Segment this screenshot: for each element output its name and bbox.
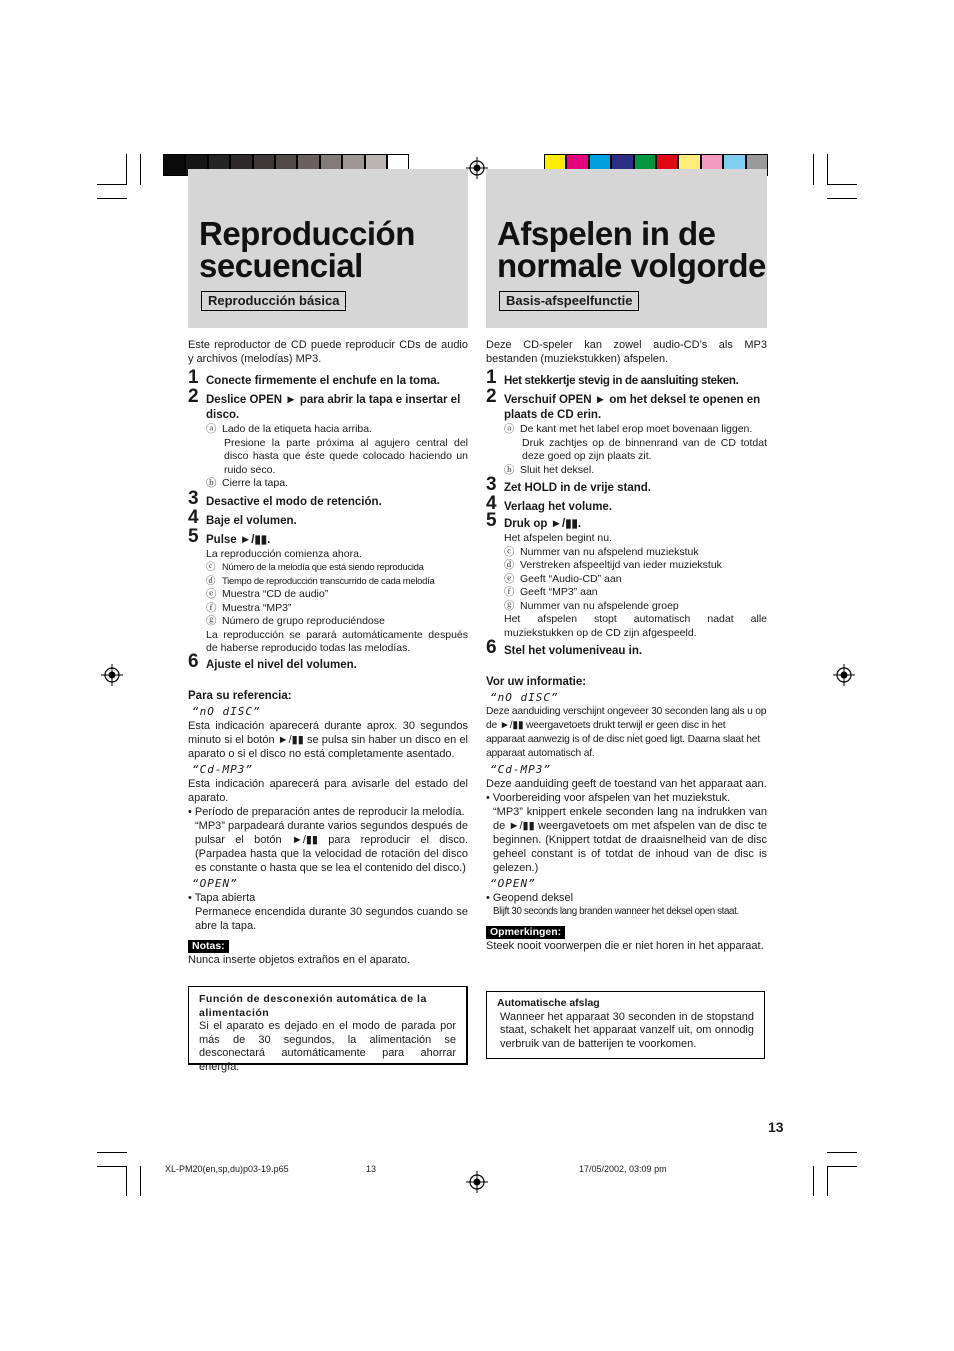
footer-page: 13 (366, 1164, 377, 1174)
marker: ⓕ (504, 586, 515, 598)
body-text: Esta indicación aparecerá durante aprox. 30 segundos minuto si el botón ►/▮▮ se pulsa sin haber un disco en el aparato o si el disco no está completamente asentado. (188, 719, 468, 760)
step-6: 6 Ajuste el nivel del volumen. (188, 650, 357, 672)
sub-item (188, 477, 468, 491)
body-text: Deze aanduiding verschijnt ongeveer 30 seconden lang als u op de ►/▮▮ weergavetoets drukt terwijl er geen disc in het apparaat aanwezig is of de disc niet goed ligt. Daarna slaat het apparaat automatisch af. (486, 706, 767, 759)
crop-mark (97, 1166, 127, 1167)
step-text: Het stekkertje stevig in de aansluiting steken. (504, 375, 739, 387)
step-4: 4 Baje el volumen. (188, 506, 297, 528)
sub-text: Lado de la etiqueta hacia arriba. (222, 423, 373, 435)
sub-item (188, 561, 468, 575)
sub-item (188, 602, 468, 616)
sub-item (188, 588, 468, 602)
sub-item (188, 615, 468, 629)
sub-text: Muestra “CD de audio” (222, 588, 329, 600)
right-page-title (497, 215, 766, 284)
notes-text: Nunca inserte objetos extraños en el aparato. (188, 953, 410, 966)
registration-mark-icon (466, 157, 488, 179)
step-4: 4 Verlaag het volume. (486, 493, 613, 514)
reference-heading: Vor uw informatie: (486, 676, 587, 688)
crop-mark (827, 1166, 857, 1167)
color-swatch (163, 154, 185, 176)
footer-date: 17/05/2002, 03:09 pm (579, 1164, 667, 1174)
step-2: 2 Deslice OPEN ► para abrir la tapa e insertar el disco. (188, 386, 461, 421)
step-text: Deslice OPEN ► para abrir la tapa e insertar el disco. (206, 394, 461, 421)
marker: ⓒ (206, 562, 216, 573)
bullet-text: • Tapa abierta (188, 891, 256, 904)
sub-item: Presione la parte próxima al agujero central del disco hasta que éste quede colocado haciendo un ruido seco. (224, 436, 468, 476)
sub-text: Nummer van nu afspelend muziekstuk (520, 545, 699, 558)
sub-text: Número de grupo reproduciéndose (222, 615, 385, 627)
step-text: Stel het volumeniveau in. (504, 645, 643, 657)
crop-mark (827, 1152, 857, 1153)
step-5: 5 Druk op ►/▮▮. (486, 510, 582, 531)
crop-mark (97, 198, 127, 199)
sub-text: Tiempo de reproducción transcurrido de cada melodía (222, 575, 435, 587)
crop-mark (126, 154, 127, 185)
notes-label: Notas: (188, 940, 229, 953)
crop-mark (140, 154, 141, 185)
notes-text: Steek nooit voorwerpen die er niet horen in het apparaat. (486, 940, 764, 952)
crop-mark (827, 1166, 828, 1196)
marker: ⓓ (504, 559, 515, 571)
marker: ⓖ (206, 615, 217, 627)
bullet-text: • Geopend deksel (486, 892, 574, 904)
crop-mark (97, 184, 127, 185)
crop-mark (126, 1166, 127, 1196)
step-text: Baje el volumen. (206, 514, 297, 527)
info-box (188, 986, 468, 1073)
sub-text: Geeft “Audio-CD” aan (520, 572, 622, 585)
sub-item (486, 586, 767, 600)
lcd-display-text: “Cd-MP3” (192, 762, 253, 776)
body-text: Esta indicación aparecerá para avisarle del estado del aparato. (188, 777, 468, 804)
crop-mark (813, 1166, 814, 1196)
notes-block (486, 925, 767, 953)
body-text: “MP3” knippert enkele seconden lang na indrukken van de ►/▮▮ weergavetoets om met afspelen van de disc te beginnen. (Knippert totdat de draaisnelheid van de disc geheel constant is of totdat de inhoud van de disc is gelezen.) (493, 806, 767, 874)
sub-item (486, 573, 767, 587)
crop-mark (97, 1152, 127, 1153)
info-box-heading: Automatische afslag (497, 997, 600, 1009)
step-text: Ajuste el nivel del volumen. (206, 658, 357, 671)
sub-item: La reproducción comienza ahora. (206, 547, 362, 560)
marker: ⓒ (504, 545, 515, 558)
step-text: Conecte firmemente el enchufe en la toma. (206, 375, 440, 387)
reference-heading: Para su referencia: (188, 689, 292, 702)
title-line: Reproducción (199, 215, 415, 252)
marker: ⓑ (504, 463, 515, 476)
sub-text: Sluit het deksel. (520, 463, 595, 476)
body-text: Deze aanduiding geeft de toestand van het apparaat aan. (486, 778, 767, 790)
bullet-text: • Voorbereiding voor afspelen van het muziekstuk. (486, 792, 731, 804)
sub-item: Het afspelen stopt automatisch nadat alle muziekstukken op de CD zijn afgespeeld. (504, 613, 767, 639)
crop-mark (140, 1166, 141, 1196)
body-text: Permanece encendida durante 30 segundos cuando se abre la tapa. (195, 905, 468, 932)
sub-text: Muestra “MP3” (222, 601, 292, 614)
sub-item (486, 423, 767, 437)
lcd-display-text: “OPEN” (192, 876, 238, 890)
left-subheading: Reproducción básica (201, 291, 346, 311)
crop-mark (827, 198, 857, 199)
page-number: 13 (768, 1119, 784, 1135)
body-text: “MP3” parpadeará durante varios segundos después de pulsar el botón ►/▮▮ para reproducir el disco. (Parpadea hasta que la velocidad de rotación del disco es constante o hasta que se lea el contenido del disco.) (195, 819, 468, 874)
lcd-display-text: “OPEN” (490, 877, 536, 890)
step-text: Verschuif OPEN ► om het deksel te openen en plaats de CD erin. (504, 394, 761, 421)
intro-text: Deze CD-speler kan zowel audio-CD’s als MP3 bestanden (muziekstukken) afspelen. (486, 339, 767, 365)
lcd-display-text: “nO dISC” (192, 704, 261, 718)
info-box-text: Wanneer het apparaat 30 seconden in de stopstand staat, schakelt het apparaat vanzelf uit, om onnodig verbruik van de batterijen te voorkomen. (500, 1010, 754, 1050)
marker: ⓖ (504, 599, 515, 612)
step-text: Druk op ►/▮▮. (504, 518, 582, 530)
body-text: Blijft 30 seconds lang branden wanneer het deksel open staat. (493, 906, 739, 917)
notes-block (188, 939, 468, 967)
lcd-display-text: “nO dISC” (490, 691, 559, 704)
sub-text: Geeft “MP3” aan (520, 586, 598, 598)
step-3: 3 Zet HOLD in de vrije stand. (486, 474, 651, 495)
step-text: Desactive el modo de retención. (206, 495, 382, 508)
crop-mark (813, 154, 814, 185)
sub-item (486, 464, 767, 478)
right-subheading: Basis-afspeelfunctie (499, 291, 639, 311)
marker: ⓐ (206, 423, 217, 435)
sub-text: Nummer van nu afspelende groep (520, 599, 679, 612)
marker: ⓔ (206, 588, 217, 600)
sub-text: Cierre la tapa. (222, 477, 288, 489)
sub-item (188, 575, 468, 589)
intro-text: Este reproductor de CD puede reproducir CDs de audio y archivos (melodías) MP3. (188, 339, 468, 365)
info-box-heading: Función de desconexión automática de la alimentación (199, 993, 427, 1019)
registration-mark-icon (101, 664, 123, 686)
right-column (486, 338, 767, 953)
step-3: 3 Desactive el modo de retención. (188, 487, 382, 509)
step-text: Zet HOLD in de vrije stand. (504, 482, 651, 494)
sub-text: Verstreken afspeeltijd van ieder muziekstuk (520, 559, 722, 571)
sub-item (188, 423, 468, 437)
notes-label: Opmerkingen: (486, 926, 565, 939)
info-box (486, 991, 765, 1059)
step-5: 5 Pulse ►/▮▮. (188, 525, 271, 547)
title-line: secuencial (199, 247, 363, 284)
left-page-title (199, 215, 415, 284)
sub-item (486, 546, 767, 560)
left-column (188, 338, 468, 967)
title-line: normale volgorde (497, 247, 766, 284)
marker: ⓔ (504, 572, 515, 585)
step-1: 1 Het stekkertje stevig in de aansluiting steken. (486, 367, 739, 388)
marker: ⓓ (206, 575, 216, 587)
sub-item: Het afspelen begint nu. (504, 532, 612, 544)
bullet-text: • Período de preparación antes de reproducir la melodía. (188, 805, 465, 818)
registration-mark-icon (466, 1171, 488, 1193)
step-2: 2 Verschuif OPEN ► om het deksel te openen en plaats de CD erin. (486, 386, 761, 421)
sub-text: Número de la melodía que está siendo reproducida (222, 562, 424, 573)
sub-item (486, 559, 767, 573)
footer-file: XL-PM20(en,sp,du)p03-19.p65 (165, 1164, 289, 1174)
marker: ⓐ (504, 423, 515, 435)
info-box-text: Si el aparato es dejado en el modo de parada por más de 30 segundos, la alimentación se desconectará automáticamente para ahorrar energía. (199, 1020, 456, 1073)
crop-mark (827, 184, 857, 185)
registration-mark-icon (833, 664, 855, 686)
crop-mark (827, 154, 828, 185)
sub-item: La reproducción se parará automáticamente después de haberse reproducido todas las melodías. (206, 628, 468, 654)
lcd-display-text: “Cd-MP3” (490, 763, 551, 776)
step-6: 6 Stel het volumeniveau in. (486, 637, 643, 658)
step-1: 1 Conecte firmemente el enchufe en la toma. (188, 367, 440, 388)
step-text: Verlaag het volume. (504, 501, 613, 513)
marker: ⓑ (206, 477, 217, 489)
step-text: Pulse ►/▮▮. (206, 533, 271, 546)
sub-item: Druk zachtjes op de binnenrand van de CD totdat deze goed op zijn plaats zit. (522, 436, 767, 462)
sub-text: De kant met het label erop moet bovenaan liggen. (520, 423, 753, 435)
marker: ⓕ (206, 601, 217, 614)
sub-item (486, 600, 767, 614)
title-line: Afspelen in de (497, 215, 716, 252)
